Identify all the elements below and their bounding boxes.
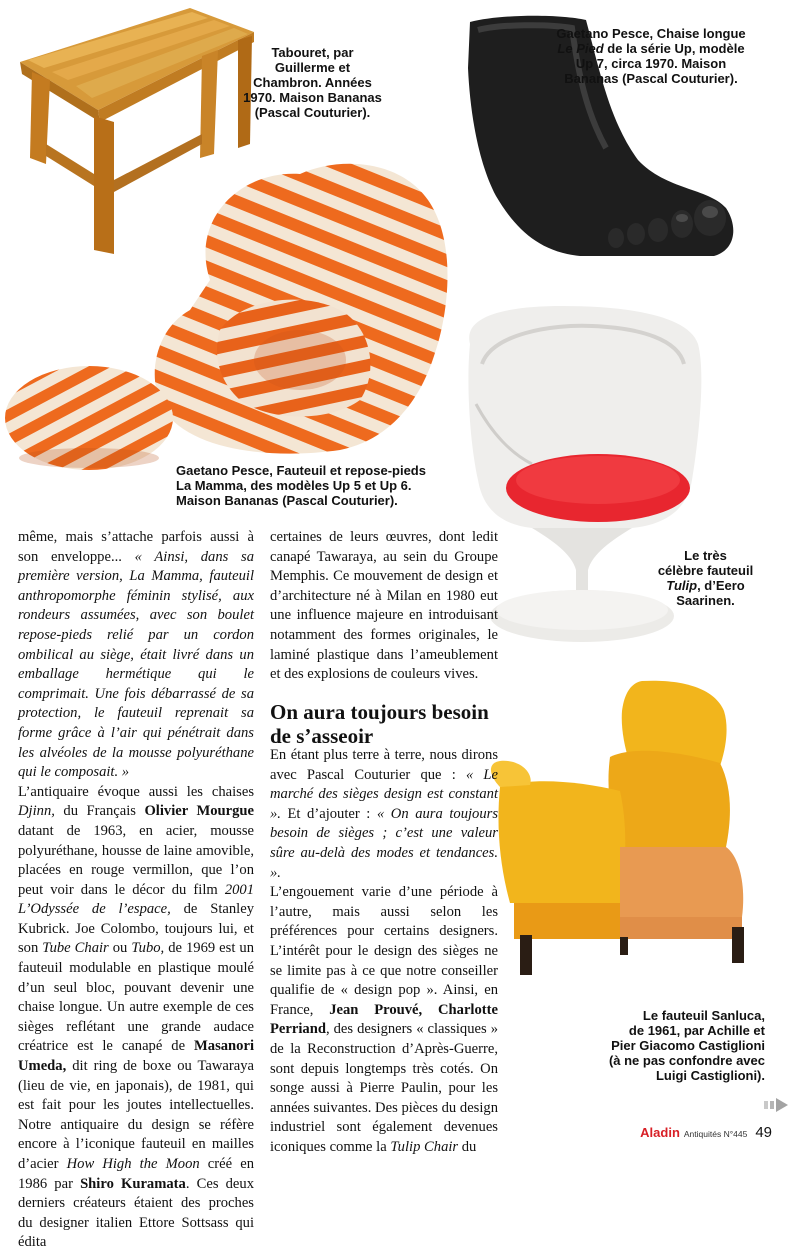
paragraph <box>270 883 498 1157</box>
paragraph: certaines de leurs œuvres, dont ledit canapé Tawaraya, au sein du Groupe Memphis. Ce mouvement de design et d’architecture né à Milan en 1980 eut une influence majeure en introduisant notamment des formes originales, le laminé plastique dans l’ameublement et des explosions de couleurs vives. <box>270 529 498 683</box>
caption-line <box>628 578 783 593</box>
caption-line <box>540 41 762 56</box>
page-number: 49 <box>755 1124 772 1141</box>
text-run: du Français <box>54 803 145 820</box>
caption-line: Pier Giacomo Castiglioni <box>611 1038 765 1053</box>
mamma-caption <box>176 463 456 508</box>
caption-line: Gaetano Pesce, Chaise longue <box>556 26 746 41</box>
quote: « On aura toujours besoin de sièges ; c’est une valeur sûre au-delà des modes et tendances. ». <box>270 805 498 881</box>
caption-line: de 1961, par Achille et <box>628 1023 765 1038</box>
text-run: de Stanley Kubrick. Joe Colombo, toujours lui, et son <box>18 901 254 957</box>
caption-line: Guillerme et <box>274 60 351 75</box>
italic-run: How High the Moon <box>66 1156 200 1172</box>
article-column-left <box>18 528 254 1253</box>
caption-line: Le très <box>684 548 727 563</box>
designer-name: Shiro Kuramata <box>80 1175 186 1192</box>
caption-line: Maison Bananas (Pascal Couturier). <box>176 493 398 508</box>
italic-run: 2001 L’Odyssée de l’espace, <box>18 881 254 918</box>
caption-line: Saarinen. <box>676 593 735 608</box>
text-run: datant de 1963, en acier, mousse polyuréthane, housse de laine amovible, placées en rouge vermillon, que l’on peut voir dans le décor du film <box>18 822 254 898</box>
caption-italic: Tulip <box>666 578 698 593</box>
article-column-right-bottom <box>270 746 498 1157</box>
quote: « Ainsi, dans sa première version, La Mamma, fauteuil anthropomorphe féminin stylisé, aux rondeurs assumées, avec son boulet repose-pieds relié par un cordon ombilical au siège, était livré dans un emballage hermétique qui le comprimait. Une fois débarrassé de sa protection, le fauteuil reprenait sa forme grâce à l’air qui pénétrait dans les alvéoles de la mousse polyuréthane qui le composait. » <box>18 548 254 781</box>
caption-line: Chambron. Années <box>253 75 372 90</box>
text-run: L’engouement varie d’une période à l’autre, mais aussi selon les préférences pour certains designers. L’intérêt pour le design des sièges ne se limite pas à ce que notre conseiller qualifie de « design pop ». Ainsi, en France, <box>270 884 498 1018</box>
paragraph <box>18 528 254 783</box>
caption-line: Le fauteuil Sanluca, <box>642 1008 765 1023</box>
text-run: dit ring de boxe ou Tawaraya (lieu de vie, en japonais), de 1981, qui est fait pour les joutes intellectuelles. Notre antiquaire du design se réfère encore à l’iconique fauteuil en mailles d’acier <box>18 1058 254 1172</box>
caption-line: 1970. Maison Bananas <box>243 90 382 105</box>
text-run: de 1969 est un fauteuil modulable en plastique moulé d’un seul bloc, pouvant devenir une chaise longue. Un autre exemple de ces sièges reflétant une grande audace créatrice est le canapé de <box>18 940 254 1055</box>
next-page-arrow-icon[interactable] <box>764 1098 788 1112</box>
caption-line: Luigi Castiglioni). <box>655 1068 765 1083</box>
designer-name: Masanori Umeda, <box>18 1038 254 1075</box>
stool-caption <box>225 45 400 120</box>
foot-caption <box>540 26 762 86</box>
caption-line: Gaetano Pesce, Fauteuil et repose-pieds <box>176 463 426 478</box>
text-run: Et d’ajouter : <box>280 805 377 822</box>
caption-line: Bananas (Pascal Couturier). <box>564 71 738 86</box>
quote: « Le marché des sièges design est constant ». <box>270 766 498 822</box>
issue-number: Antiquités N°445 <box>683 1129 748 1139</box>
text-run: même, mais s’attache parfois aussi à son enveloppe... <box>18 529 254 565</box>
text-run: , des designers « classiques » de la Reconstruction d’Après-Guerre, sont depuis longtemps très cotés. On songe aussi à Pierre Paulin, pour les années suivantes. Des pièces du design industriel sont également devenues iconiques comme la <box>270 1021 498 1155</box>
text-run: L’antiquaire évoque aussi les chaises <box>18 783 254 800</box>
designer-name: Olivier Mourgue <box>144 803 254 820</box>
caption-italic: Le Pied <box>557 41 604 56</box>
caption-text: de la série Up, modèle <box>603 41 745 56</box>
text-run: ou <box>108 940 132 957</box>
caption-line: Tabouret, par <box>271 45 354 60</box>
sanluca-caption <box>595 1008 765 1083</box>
tulip-caption <box>628 548 783 608</box>
text-run: . Ces deux derniers créateurs étaient des proches du designer italien Ettore Sottsass qui édita <box>18 1175 254 1251</box>
brand-name: Aladin <box>640 1125 680 1140</box>
caption-line: Up 7, circa 1970. Maison <box>575 56 727 71</box>
italic-run: Tulip Chair <box>390 1138 459 1155</box>
text-run: du <box>458 1138 477 1155</box>
section-heading: On aura toujours besoin de s’asseoir <box>270 700 489 748</box>
la-mamma-armchair-photo <box>150 160 460 460</box>
paragraph <box>270 746 498 883</box>
caption-line: (à ne pas confondre avec <box>608 1053 765 1068</box>
italic-run: Djinn, <box>18 803 55 820</box>
caption-text: , d’Eero <box>697 578 745 593</box>
page-footer <box>640 1124 772 1141</box>
paragraph <box>18 783 254 1253</box>
italic-run: Tube Chair <box>42 940 109 957</box>
designer-name: Jean Prouvé, Charlotte Perriand <box>270 1001 498 1038</box>
caption-line: (Pascal Couturier). <box>254 105 371 120</box>
sanluca-chair-photo <box>470 677 760 977</box>
italic-run: Tubo, <box>131 940 165 957</box>
article-column-right-top <box>270 528 498 685</box>
text-run: créé en 1986 par <box>18 1156 254 1192</box>
caption-line: célèbre fauteuil <box>657 563 754 578</box>
text-run: En étant plus terre à terre, nous dirons avec Pascal Couturier que : <box>270 747 498 783</box>
caption-line: La Mamma, des modèles Up 5 et Up 6. <box>176 478 412 493</box>
footstool-ball-photo <box>3 362 175 472</box>
